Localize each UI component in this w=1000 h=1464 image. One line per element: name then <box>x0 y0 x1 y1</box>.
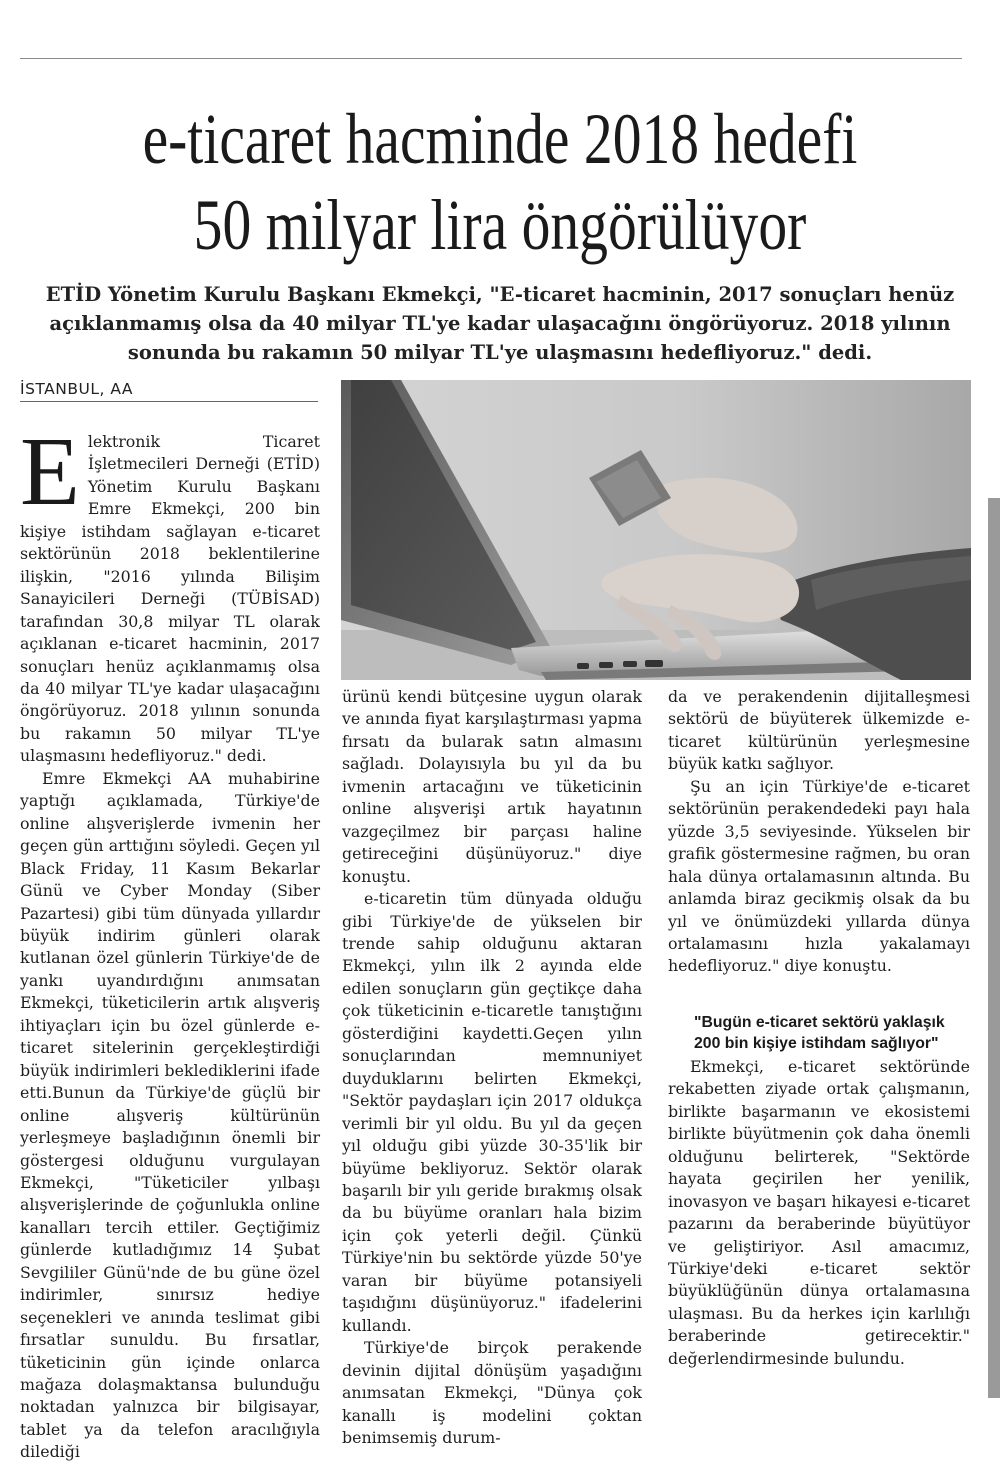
col3-paragraph-2: Şu an için Türkiye'de e-ticaret sektörünün perakendedeki payı hala yüzde 3,5 seviyesinde. Yükselen bir grafik göstermesine rağmen, bu oran hala dünya ortalamasının altında. Bu anlamda biraz gecikmiş olsak da bu yıl ve önümüzdeki yıllarda dünya ortalamasını hızla yakalamayı hedefliyoruz." diye konuştu. <box>668 776 970 976</box>
drop-cap: E <box>20 418 80 526</box>
col1-paragraph-2: Emre Ekmekçi AA muhabirine yaptığı açıklamada, Türkiye'de online alışverişlerde ivmenin her geçen gün arttığını söyledi. Geçen yıl Black Friday, 11 Kasım Bekarlar Günü ve Cyber Monday (Siber Pazartesi) gibi tüm dünyada yıllardır büyük indirim günleri olarak kutlanan özel günlerin Türkiye'de de yankı uyandırdığını anımsatan Ekmekçi, tüketicilerin artık alışveriş ihtiyaçları için bu özel günlerde e-ticaret sitelerinin gerçekleştirdiği büyük indirimleri beklediklerini ifade etti.Bunun da Türkiye'de güçlü bir online alışveriş kültürünün yerleşmeye başladığının önemli bir göstergesi olduğunu vurgulayan Ekmekçi, "Tüketiciler yılbaşı alışverişlerinde de çoğunlukla online kanalları tercih ettiler. Geçtiğimiz günlerde kutladığımız 14 Şubat Sevgililer Günü'nde de bu güne özel indirimler, sınırsız hediye seçenekleri ve anında teslimat gibi fırsatlar sunuldu. Bu fırsatlar, tüketicinin gün içinde onlarca mağaza dolaşmaktansa bulunduğu noktadan yalnızca bir bilgisayar, tablet ya da telefon aracılığıyla dilediği <box>20 768 320 1462</box>
section-subheading: "Bugün e-ticaret sektörü yaklaşık 200 bin kişiye istihdam sağlıyor" <box>694 1013 945 1052</box>
column-2 <box>342 686 642 1449</box>
column-3 <box>668 686 970 1370</box>
page-edge-shadow <box>988 498 1000 1398</box>
top-rule <box>20 58 962 59</box>
col2-paragraph-1: ürünü kendi bütçesine uygun olarak ve anında fiyat karşılaştırması yapma fırsatı da bularak satın almasını sağladı. Dolayısıyla bu yıl da bu ivmenin artacağını ve tüketicinin online alışverişi artık hayatının vazgeçilmez bir parçası haline getireceğini düşünüyoruz." diye konuştu. <box>342 687 642 886</box>
col3-paragraph-1: da ve perakendenin dijitalleşmesi sektörü de büyüterek ülkemizde e-ticaret kültürünün yerleşmesine büyük katkı sağlıyor. <box>668 687 970 774</box>
col2-paragraph-2: e-ticaretin tüm dünyada olduğu gibi Türkiye'de de yükselen bir trende sahip olduğunu aktaran Ekmekçi, yılın ilk 2 ayında elde edilen sonuçların gün geçtikçe daha çok tüketicinin e-ticaretle tanıştığını gösterdiğini kaydetti.Geçen yılın sonuçlarından memnuniyet duyduklarını belirten Ekmekçi, "Sektör paydaşları için 2017 oldukça verimli bir yıl oldu. Bu yıl da geçen yıl olduğu gibi yüzde 30-35'lik bir büyüme bekliyoruz. Sektör olarak başarılı bir yılı geride bırakmış olsak da bu büyüme oranları hala bizim için çok yeterli değil. Çünkü Türkiye'nin bu sektörde yüzde 50'ye varan bir büyüme potansiyeli taşıdığını düşünüyoruz." ifadelerini kullandı. <box>342 889 642 1335</box>
col2-paragraph-3: Türkiye'de birçok perakende devinin dijital dönüşüm yaşadığını anımsatan Ekmekçi, "Dünya çok kanallı iş modelini çoktan benimsemiş durum- <box>342 1338 642 1447</box>
col1-paragraph-1: Elektronik Ticaret İşletmecileri Derneği (ETİD) Yönetim Kurulu Başkanı Emre Ekmekçi, 200 bin kişiye istihdam sağlayan e-ticaret sektörünün 2018 beklentilerine ilişkin, "2016 yılında Bilişim Sanayicileri Derneği (TÜBİSAD) tarafından 30,8 milyar TL olarak açıklanan e-ticaret hacminin, 2017 sonuçları henüz açıklanmamış olsa da 40 milyar TL'ye kadar ulaşacağını öngörüyoruz. 2018 yılının sonunda bu rakamın 50 milyar TL'ye ulaşmasını hedefliyoruz." dedi. <box>20 418 320 766</box>
lead-paragraph: ETİD Yönetim Kurulu Başkanı Ekmekçi, "E-ticaret hacminin, 2017 sonuçları henüz açıklanmamış olsa da 40 milyar TL'ye kadar ulaşacağını öngörüyoruz. 2018 yılının sonunda bu rakamın 50 milyar TL'ye ulaşmasını hedefliyoruz." dedi. <box>45 283 955 364</box>
headline-line-2: 50 milyar lira öngörülüyor <box>193 185 807 265</box>
headline-line-1: e-ticaret hacminde 2018 hedefi <box>142 99 858 179</box>
laptop-hand-card-illustration <box>341 380 971 680</box>
byline: İSTANBUL, AA <box>20 380 318 402</box>
article-photo <box>341 380 971 680</box>
col3-paragraph-3: Ekmekçi, e-ticaret sektöründe rekabetten ziyade ortak çalışmanın, birlikte başarmanın ve ekosistemi birlikte büyütmenin çok daha önemli olduğunu belirterek, "Sektörde hayata geçirilen her yenilik, inovasyon ve başarı hikayesi e-ticaret pazarını da beraberinde büyütüyor ve geliştiriyor. Asıl amacımız, Türkiye'deki e-ticaret sektör büyüklüğünün dünya ortalamasına ulaşması. Bu da herkes için karlılığı beraberinde getirecektir." değerlendirmesinde bulundu. <box>668 1056 970 1368</box>
headline <box>100 96 900 268</box>
column-1 <box>20 418 320 1464</box>
